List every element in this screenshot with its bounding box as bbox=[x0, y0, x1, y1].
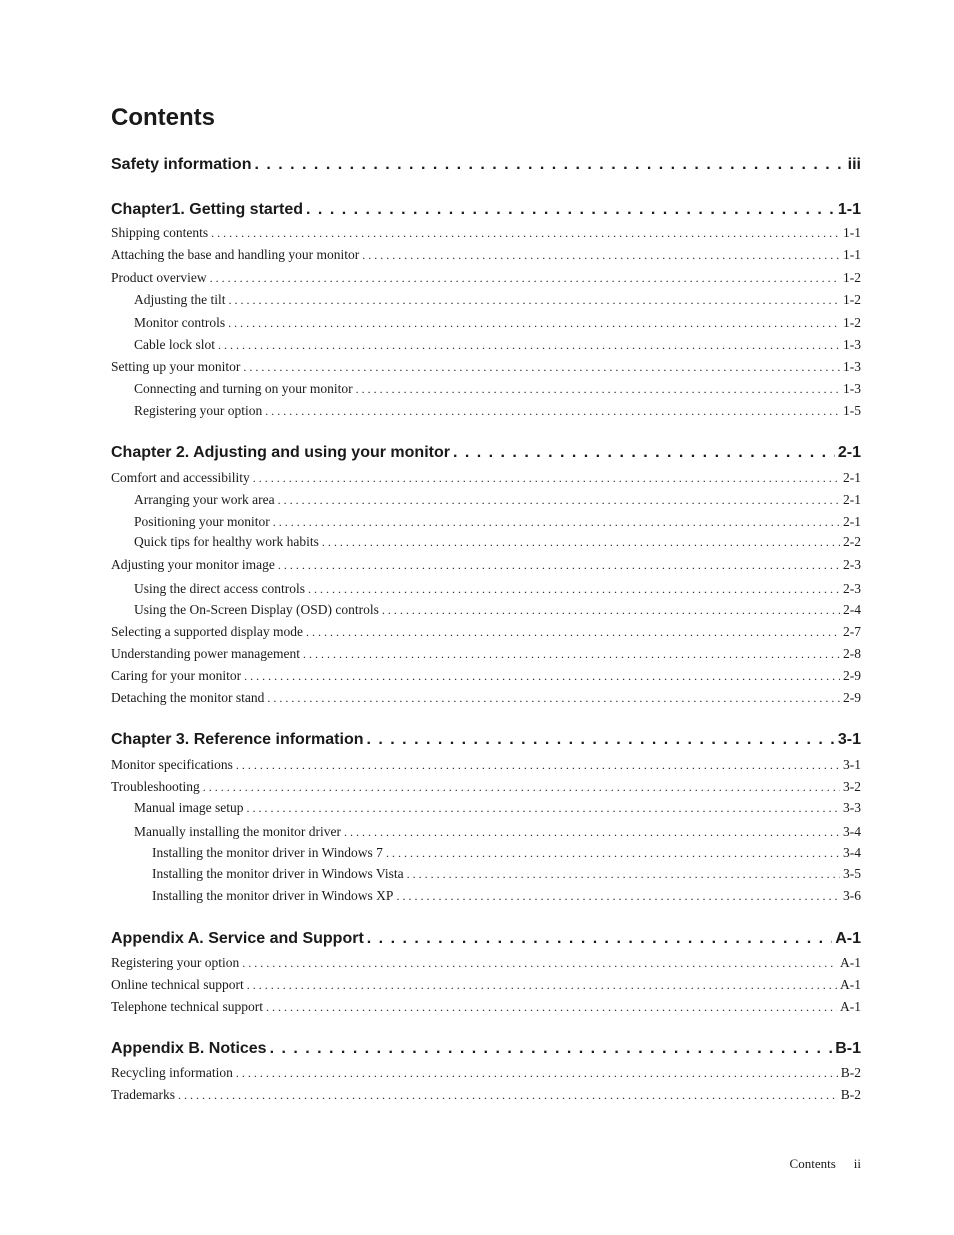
toc-entry[interactable] bbox=[134, 514, 861, 530]
toc-page-number: 1-2 bbox=[843, 292, 861, 307]
toc-entry[interactable] bbox=[134, 602, 861, 618]
toc-page-number: 3-5 bbox=[843, 866, 861, 881]
toc-page-number: 1-3 bbox=[843, 337, 861, 352]
toc-entry[interactable] bbox=[111, 557, 861, 573]
toc-heading-safety[interactable] bbox=[111, 156, 861, 174]
toc-entry-label: Manually installing the monitor driver bbox=[134, 824, 341, 839]
footer-page-number: ii bbox=[853, 1156, 861, 1171]
toc-entry[interactable] bbox=[152, 888, 861, 904]
toc-page-number: 2-3 bbox=[843, 581, 861, 596]
toc-entry-label: Installing the monitor driver in Windows 7 bbox=[152, 845, 383, 860]
toc-entry[interactable] bbox=[111, 470, 861, 486]
toc-entry[interactable] bbox=[111, 999, 861, 1015]
toc-page-number: 2-1 bbox=[837, 444, 861, 461]
toc-entry-label: Recycling information bbox=[111, 1065, 233, 1080]
toc-entry[interactable] bbox=[134, 292, 861, 308]
toc-entry-label: Positioning your monitor bbox=[134, 514, 270, 529]
toc-page-number: B-2 bbox=[840, 1087, 861, 1102]
toc-heading-chapter1[interactable] bbox=[111, 201, 861, 219]
toc-entry[interactable] bbox=[111, 690, 861, 706]
toc-page-number: 2-9 bbox=[843, 690, 861, 705]
toc-entry[interactable] bbox=[134, 800, 861, 816]
toc-entry[interactable] bbox=[111, 955, 861, 971]
toc-page-number: 1-1 bbox=[843, 225, 861, 240]
toc-entry-label: Using the On-Screen Display (OSD) controls bbox=[134, 602, 379, 617]
toc-heading-chapter2[interactable] bbox=[111, 444, 861, 462]
footer-section: Contents bbox=[789, 1156, 836, 1171]
toc-page-number: A-1 bbox=[835, 930, 861, 947]
toc-entry-label: Online technical support bbox=[111, 977, 244, 992]
toc-entry-label: Registering your option bbox=[111, 955, 240, 970]
toc-entry-label: Trademarks bbox=[111, 1087, 175, 1102]
toc-entry-label: Arranging your work area bbox=[134, 492, 275, 507]
toc-entry-label: Monitor controls bbox=[134, 315, 226, 330]
toc-heading-label: Chapter 2. Adjusting and using your monitor bbox=[111, 444, 450, 461]
toc-page-number: B-2 bbox=[840, 1065, 861, 1080]
toc-entry-label: Telephone technical support bbox=[111, 999, 264, 1014]
toc-entry[interactable] bbox=[134, 492, 861, 508]
toc-entry-label: Shipping contents bbox=[111, 225, 209, 240]
toc-entry-label: Detaching the monitor stand bbox=[111, 690, 265, 705]
toc-entry-label: Comfort and accessibility bbox=[111, 470, 250, 485]
toc-entry-label: Installing the monitor driver in Windows Vista bbox=[152, 866, 404, 881]
toc-page-number: 3-1 bbox=[837, 731, 861, 748]
toc-page-number: 1-2 bbox=[843, 315, 861, 330]
toc-page-number: iii bbox=[847, 156, 861, 173]
toc-page-number: 1-5 bbox=[843, 403, 861, 418]
toc-page-number: A-1 bbox=[840, 999, 861, 1014]
toc-entry[interactable] bbox=[134, 381, 861, 397]
toc-entry-label: Attaching the base and handling your monitor bbox=[111, 247, 360, 262]
toc-page-number: 2-1 bbox=[843, 492, 861, 507]
toc-entry[interactable] bbox=[134, 581, 861, 597]
toc-entry[interactable] bbox=[134, 337, 861, 353]
toc-entry[interactable] bbox=[111, 359, 861, 375]
toc-entry[interactable] bbox=[134, 824, 861, 840]
toc-page-number: 1-2 bbox=[843, 270, 861, 285]
toc-page-number: 1-3 bbox=[843, 359, 861, 374]
toc-heading-appendix-a[interactable] bbox=[111, 930, 861, 948]
toc-entry[interactable] bbox=[152, 845, 861, 861]
toc-heading-label: Chapter 3. Reference information bbox=[111, 731, 364, 748]
toc-page-number: 3-6 bbox=[843, 888, 861, 903]
toc-page-number: 2-7 bbox=[843, 624, 861, 639]
toc-entry[interactable] bbox=[111, 270, 861, 286]
toc-entry-label: Monitor specifications bbox=[111, 757, 233, 772]
toc-entry[interactable] bbox=[152, 866, 861, 882]
toc-entry[interactable] bbox=[134, 403, 861, 419]
toc-heading-appendix-b[interactable] bbox=[111, 1040, 861, 1058]
toc-entry-label: Troubleshooting bbox=[111, 779, 200, 794]
toc-entry[interactable] bbox=[111, 668, 861, 684]
toc-entry[interactable] bbox=[111, 1087, 861, 1103]
toc-entry-label: Registering your option bbox=[134, 403, 263, 418]
toc-page-number: 2-1 bbox=[843, 514, 861, 529]
toc-entry[interactable] bbox=[111, 225, 861, 241]
toc-heading-chapter3[interactable] bbox=[111, 731, 861, 749]
toc-entry-label: Caring for your monitor bbox=[111, 668, 242, 683]
toc-page-number: B-1 bbox=[835, 1040, 861, 1057]
toc-heading-label: Chapter1. Getting started bbox=[111, 201, 304, 218]
toc-entry-label: Connecting and turning on your monitor bbox=[134, 381, 353, 396]
toc-page-number: 1-3 bbox=[843, 381, 861, 396]
toc-entry-label: Cable lock slot bbox=[134, 337, 215, 352]
toc-page-number: 3-1 bbox=[843, 757, 861, 772]
toc-page-number: 3-3 bbox=[843, 800, 861, 815]
toc-page-number: A-1 bbox=[840, 955, 861, 970]
toc-entry-label: Adjusting your monitor image bbox=[111, 557, 275, 572]
toc-entry[interactable] bbox=[134, 534, 861, 550]
page-title: Contents bbox=[111, 104, 215, 131]
toc-heading-label: Appendix A. Service and Support bbox=[111, 930, 364, 947]
toc-page-number: 1-1 bbox=[843, 247, 861, 262]
toc-heading-label: Appendix B. Notices bbox=[111, 1040, 267, 1057]
toc-entry-label: Quick tips for healthy work habits bbox=[134, 534, 319, 549]
toc-entry[interactable] bbox=[111, 247, 861, 263]
toc-page-number: 2-8 bbox=[843, 646, 861, 661]
toc-entry[interactable] bbox=[111, 1065, 861, 1081]
toc-page-number: 1-1 bbox=[837, 201, 861, 218]
toc-page-number: 3-2 bbox=[843, 779, 861, 794]
toc-page-number: 2-2 bbox=[843, 534, 861, 549]
toc-entry-label: Product overview bbox=[111, 270, 207, 285]
toc-entry[interactable] bbox=[111, 779, 861, 795]
page-footer bbox=[790, 1156, 861, 1172]
toc-entry[interactable] bbox=[111, 646, 861, 662]
toc-page-number: 2-1 bbox=[843, 470, 861, 485]
toc-entry-label: Selecting a supported display mode bbox=[111, 624, 303, 639]
toc-entry-label: Setting up your monitor bbox=[111, 359, 241, 374]
toc-heading-label: Safety information bbox=[111, 156, 252, 173]
toc-page-number: 3-4 bbox=[843, 845, 861, 860]
toc-entry[interactable] bbox=[111, 624, 861, 640]
toc-page-number: 2-3 bbox=[843, 557, 861, 572]
toc-page-number: 2-9 bbox=[843, 668, 861, 683]
toc-entry-label: Installing the monitor driver in Windows XP bbox=[152, 888, 394, 903]
toc-entry-label: Using the direct access controls bbox=[134, 581, 305, 596]
toc-page-number: 2-4 bbox=[843, 602, 861, 617]
toc-page-number: 3-4 bbox=[843, 824, 861, 839]
toc-entry-label: Adjusting the tilt bbox=[134, 292, 226, 307]
toc-page-number: A-1 bbox=[840, 977, 861, 992]
toc-entry-label: Understanding power management bbox=[111, 646, 300, 661]
toc-entry-label: Manual image setup bbox=[134, 800, 244, 815]
toc-entry[interactable] bbox=[111, 977, 861, 993]
toc-entry[interactable] bbox=[134, 315, 861, 331]
toc-entry[interactable] bbox=[111, 757, 861, 773]
